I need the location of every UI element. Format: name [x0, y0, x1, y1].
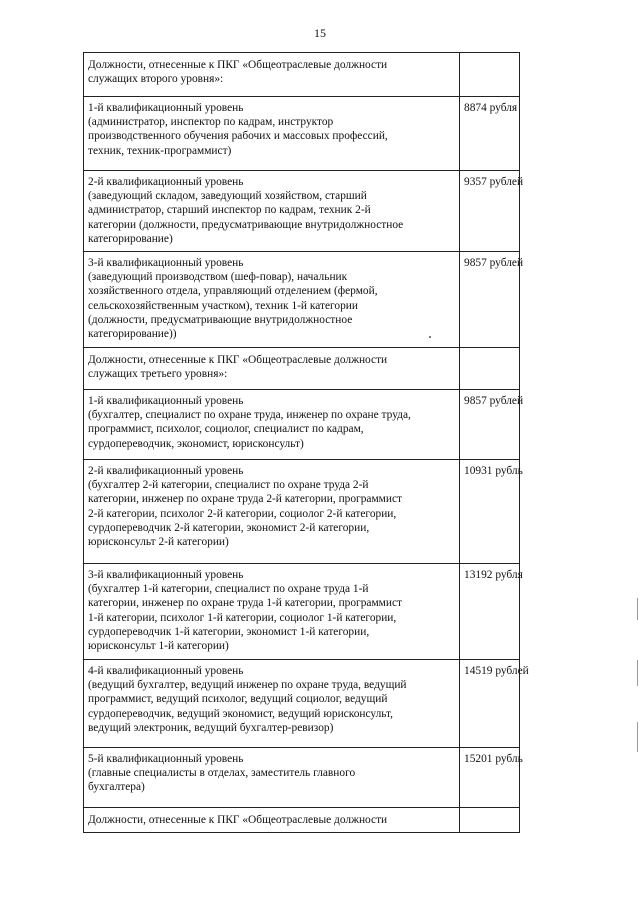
table-row — [84, 252, 520, 348]
table-row — [84, 564, 520, 660]
salary-cell — [460, 808, 520, 833]
salary-cell: 15201 рубль — [460, 748, 520, 808]
position-description-cell: 1-й квалификационный уровень (администратор, инспектор по кадрам, инструктор производственного обучения рабочих и массовых профессий, техник, техник-программист) — [84, 97, 460, 171]
table-body — [84, 53, 529, 833]
position-description-cell: 2-й квалификационный уровень (заведующий складом, заведующий хозяйством, старший администратор, старший инспектор по кадрам, техник 2-й категории (должности, предусматривающие внутридолжностное категорирование) — [84, 171, 460, 252]
table-row — [84, 348, 520, 390]
table-row — [84, 460, 520, 564]
position-description-cell: 3-й квалификационный уровень (заведующий производством (шеф-повар), начальник хозяйственного отдела, управляющий отделением (фермой, сельскохозяйственным участком), техник 1-й категории (должности, предусматривающие внутридолжностное категорирование)) — [84, 252, 460, 348]
group-header-cell: Должности, отнесенные к ПКГ «Общеотраслевые должности — [84, 808, 460, 833]
salary-cell — [460, 348, 520, 390]
table-row — [84, 808, 520, 833]
salary-cell: 13192 рубля — [460, 564, 520, 660]
scan-mark — [637, 598, 638, 620]
position-description-cell: 5-й квалификационный уровень (главные специалисты в отделах, заместитель главного бухгалтера) — [84, 748, 460, 808]
table-row — [84, 390, 520, 460]
scan-mark — [637, 660, 638, 686]
scan-mark — [637, 722, 638, 752]
group-header-cell: Должности, отнесенные к ПКГ «Общеотраслевые должности служащих третьего уровня»: — [84, 348, 460, 390]
position-description-cell: 4-й квалификационный уровень (ведущий бухгалтер, ведущий инженер по охране труда, ведущий программист, ведущий психолог, ведущий социолог, ведущий сурдопереводчик, ведущий экономист, ведущий юрисконсульт, ведущий электроник, ведущий бухгалтер-ревизор) — [84, 660, 460, 748]
scan-dot — [429, 336, 431, 338]
position-description-cell: 1-й квалификационный уровень (бухгалтер, специалист по охране труда, инженер по охране труда, программист, психолог, социолог, специалист по кадрам, сурдопереводчик, экономист, юрисконсульт) — [84, 390, 460, 460]
group-header-cell: Должности, отнесенные к ПКГ «Общеотраслевые должности служащих второго уровня»: — [84, 53, 460, 97]
table-row — [84, 171, 520, 252]
salary-cell: 9357 рублей — [460, 171, 520, 252]
salary-table — [83, 52, 529, 833]
position-description-cell: 3-й квалификационный уровень (бухгалтер 1-й категории, специалист по охране труда 1-й категории, инженер по охране труда 1-й категории, программист 1-й категории, психолог 1-й категории, социолог 1-й категории, сурдопереводчик 1-й категории, экономист 1-й категории, юрисконсульт 1-й категории) — [84, 564, 460, 660]
salary-cell: 8874 рубля — [460, 97, 520, 171]
page-number: 15 — [314, 26, 326, 40]
table-row — [84, 660, 520, 748]
salary-cell: 9857 рублей — [460, 390, 520, 460]
salary-cell — [460, 53, 520, 97]
salary-cell: 10931 рубль — [460, 460, 520, 564]
table-row — [84, 748, 520, 808]
table-row — [84, 97, 520, 171]
table-row — [84, 53, 520, 97]
salary-cell: 9857 рублей — [460, 252, 520, 348]
salary-cell: 14519 рублей — [460, 660, 520, 748]
position-description-cell: 2-й квалификационный уровень (бухгалтер 2-й категории, специалист по охране труда 2-й категории, инженер по охране труда 2-й категории, программист 2-й категории, психолог 2-й категории, социолог 2-й категории, сурдопереводчик 2-й категории, экономист 2-й категории, юрисконсульт 2-й категории) — [84, 460, 460, 564]
